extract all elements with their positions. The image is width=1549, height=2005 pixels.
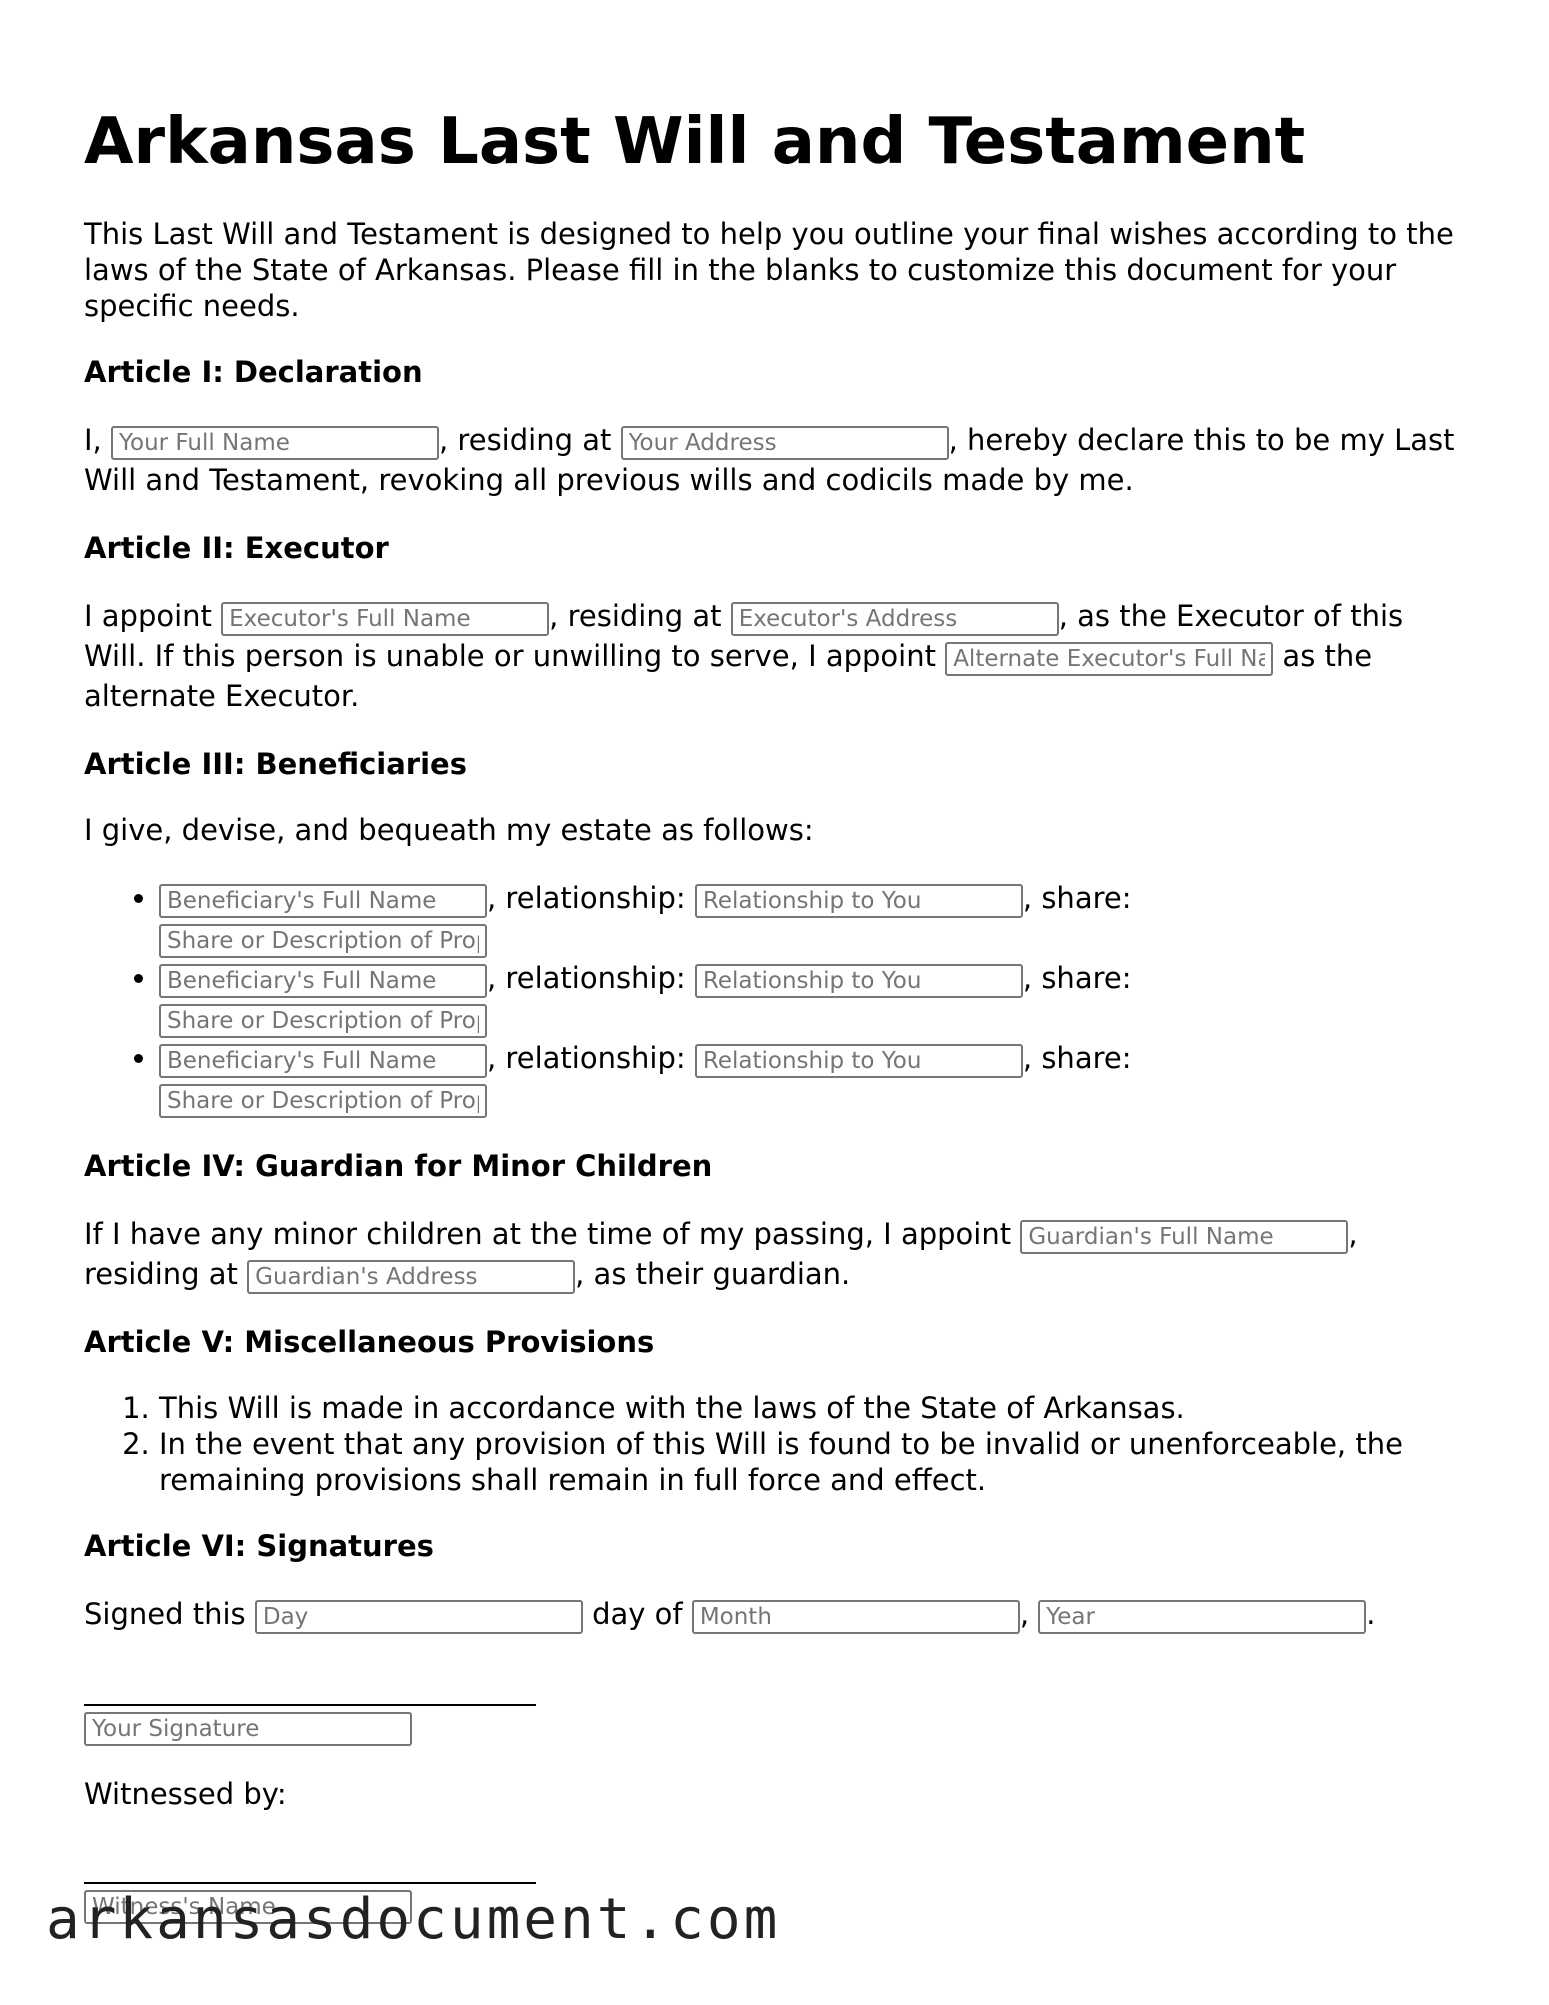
page-title: Arkansas Last Will and Testament [84,105,1306,179]
signed-text-4: . [1366,1597,1376,1631]
guardian-text-1: If I have any minor children at the time of my passing, I appoint [84,1217,1021,1251]
will-document [84,102,1464,1924]
guardian-name-input[interactable] [1020,1220,1348,1254]
guardian-text-2: , residing at [84,1217,1358,1291]
signed-text-1: Signed this [84,1597,255,1631]
provision-item: 2. In the event that any provision of this Will is found to be invalid or unenforceable, the remaining provisions shall remain in full force and effect. [159,1426,1464,1498]
share-label: , share: [1022,1041,1132,1075]
intro-paragraph: This Last Will and Testament is designed to help you outline your final wishes according to the laws of the State of Arkansas. Please fill in the blanks to customize this document for your specific needs. [84,217,1454,323]
article2-heading: Article II: Executor [84,531,389,565]
signature-input[interactable] [84,1712,412,1746]
witnessed-by-label: Witnessed by: [84,1777,287,1811]
signature-line [84,1676,536,1706]
beneficiary-2-name-input[interactable] [159,964,487,998]
beneficiary-1-name-input[interactable] [159,884,487,918]
beneficiary-2-share-input[interactable] [159,1004,487,1038]
executor-text-2: , residing at [549,599,731,633]
article4-heading: Article IV: Guardian for Minor Children [84,1149,713,1183]
declaration-text-1: I, [84,423,111,457]
executor-text-3: , as the Executor of this Will. If this person is unable or unwilling to serve, I appoint [84,599,1404,673]
signed-text-2: day of [582,1597,692,1631]
executor-text-1: I appoint [84,599,222,633]
beneficiary-3-name-input[interactable] [159,1044,487,1078]
signed-text-3: , [1019,1597,1039,1631]
day-input[interactable] [255,1600,583,1634]
executor-paragraph [84,596,1464,716]
guardian-text-3: , as their guardian. [575,1257,851,1291]
beneficiary-item-1 [159,878,1464,958]
article3-heading: Article III: Beneficiaries [84,747,467,781]
executor-address-input[interactable] [731,602,1059,636]
signature-field [84,1708,1464,1746]
provision-item: 1. This Will is made in accordance with the laws of the State of Arkansas. [159,1390,1464,1426]
witness-signature-line [84,1854,536,1884]
relationship-label: , relationship: [487,961,695,995]
month-input[interactable] [692,1600,1020,1634]
beneficiaries-intro: I give, devise, and bequeath my estate as follows: [84,813,814,847]
beneficiary-item-3 [159,1038,1464,1118]
executor-text-4: as the alternate Executor. [84,639,1373,713]
declaration-text-2: , residing at [439,423,621,457]
relationship-label: , relationship: [487,1041,695,1075]
testator-address-input[interactable] [621,426,949,460]
beneficiary-2-relationship-input[interactable] [695,964,1023,998]
watermark-text: arkansasdocument.com [46,1887,781,1952]
declaration-paragraph [84,420,1464,500]
beneficiary-3-relationship-input[interactable] [695,1044,1023,1078]
share-label: , share: [1022,961,1132,995]
year-input[interactable] [1038,1600,1366,1634]
signed-date-line [84,1594,1464,1634]
alternate-executor-input[interactable] [945,642,1273,676]
relationship-label: , relationship: [487,881,695,915]
declaration-text-3: , hereby declare this to be my Last Will and Testament, revoking all previous wills and codicils made by me. [84,423,1455,497]
beneficiary-3-share-input[interactable] [159,1084,487,1118]
article5-heading: Article V: Miscellaneous Provisions [84,1325,655,1359]
guardian-address-input[interactable] [247,1260,575,1294]
article1-heading: Article I: Declaration [84,355,423,389]
guardian-paragraph [84,1214,1464,1294]
beneficiary-list [84,878,1464,1118]
beneficiary-item-2 [159,958,1464,1038]
beneficiary-1-relationship-input[interactable] [695,884,1023,918]
testator-name-input[interactable] [111,426,439,460]
share-label: , share: [1022,881,1132,915]
beneficiary-1-share-input[interactable] [159,924,487,958]
executor-name-input[interactable] [221,602,549,636]
article6-heading: Article VI: Signatures [84,1529,434,1563]
provisions-list [84,1390,1464,1498]
